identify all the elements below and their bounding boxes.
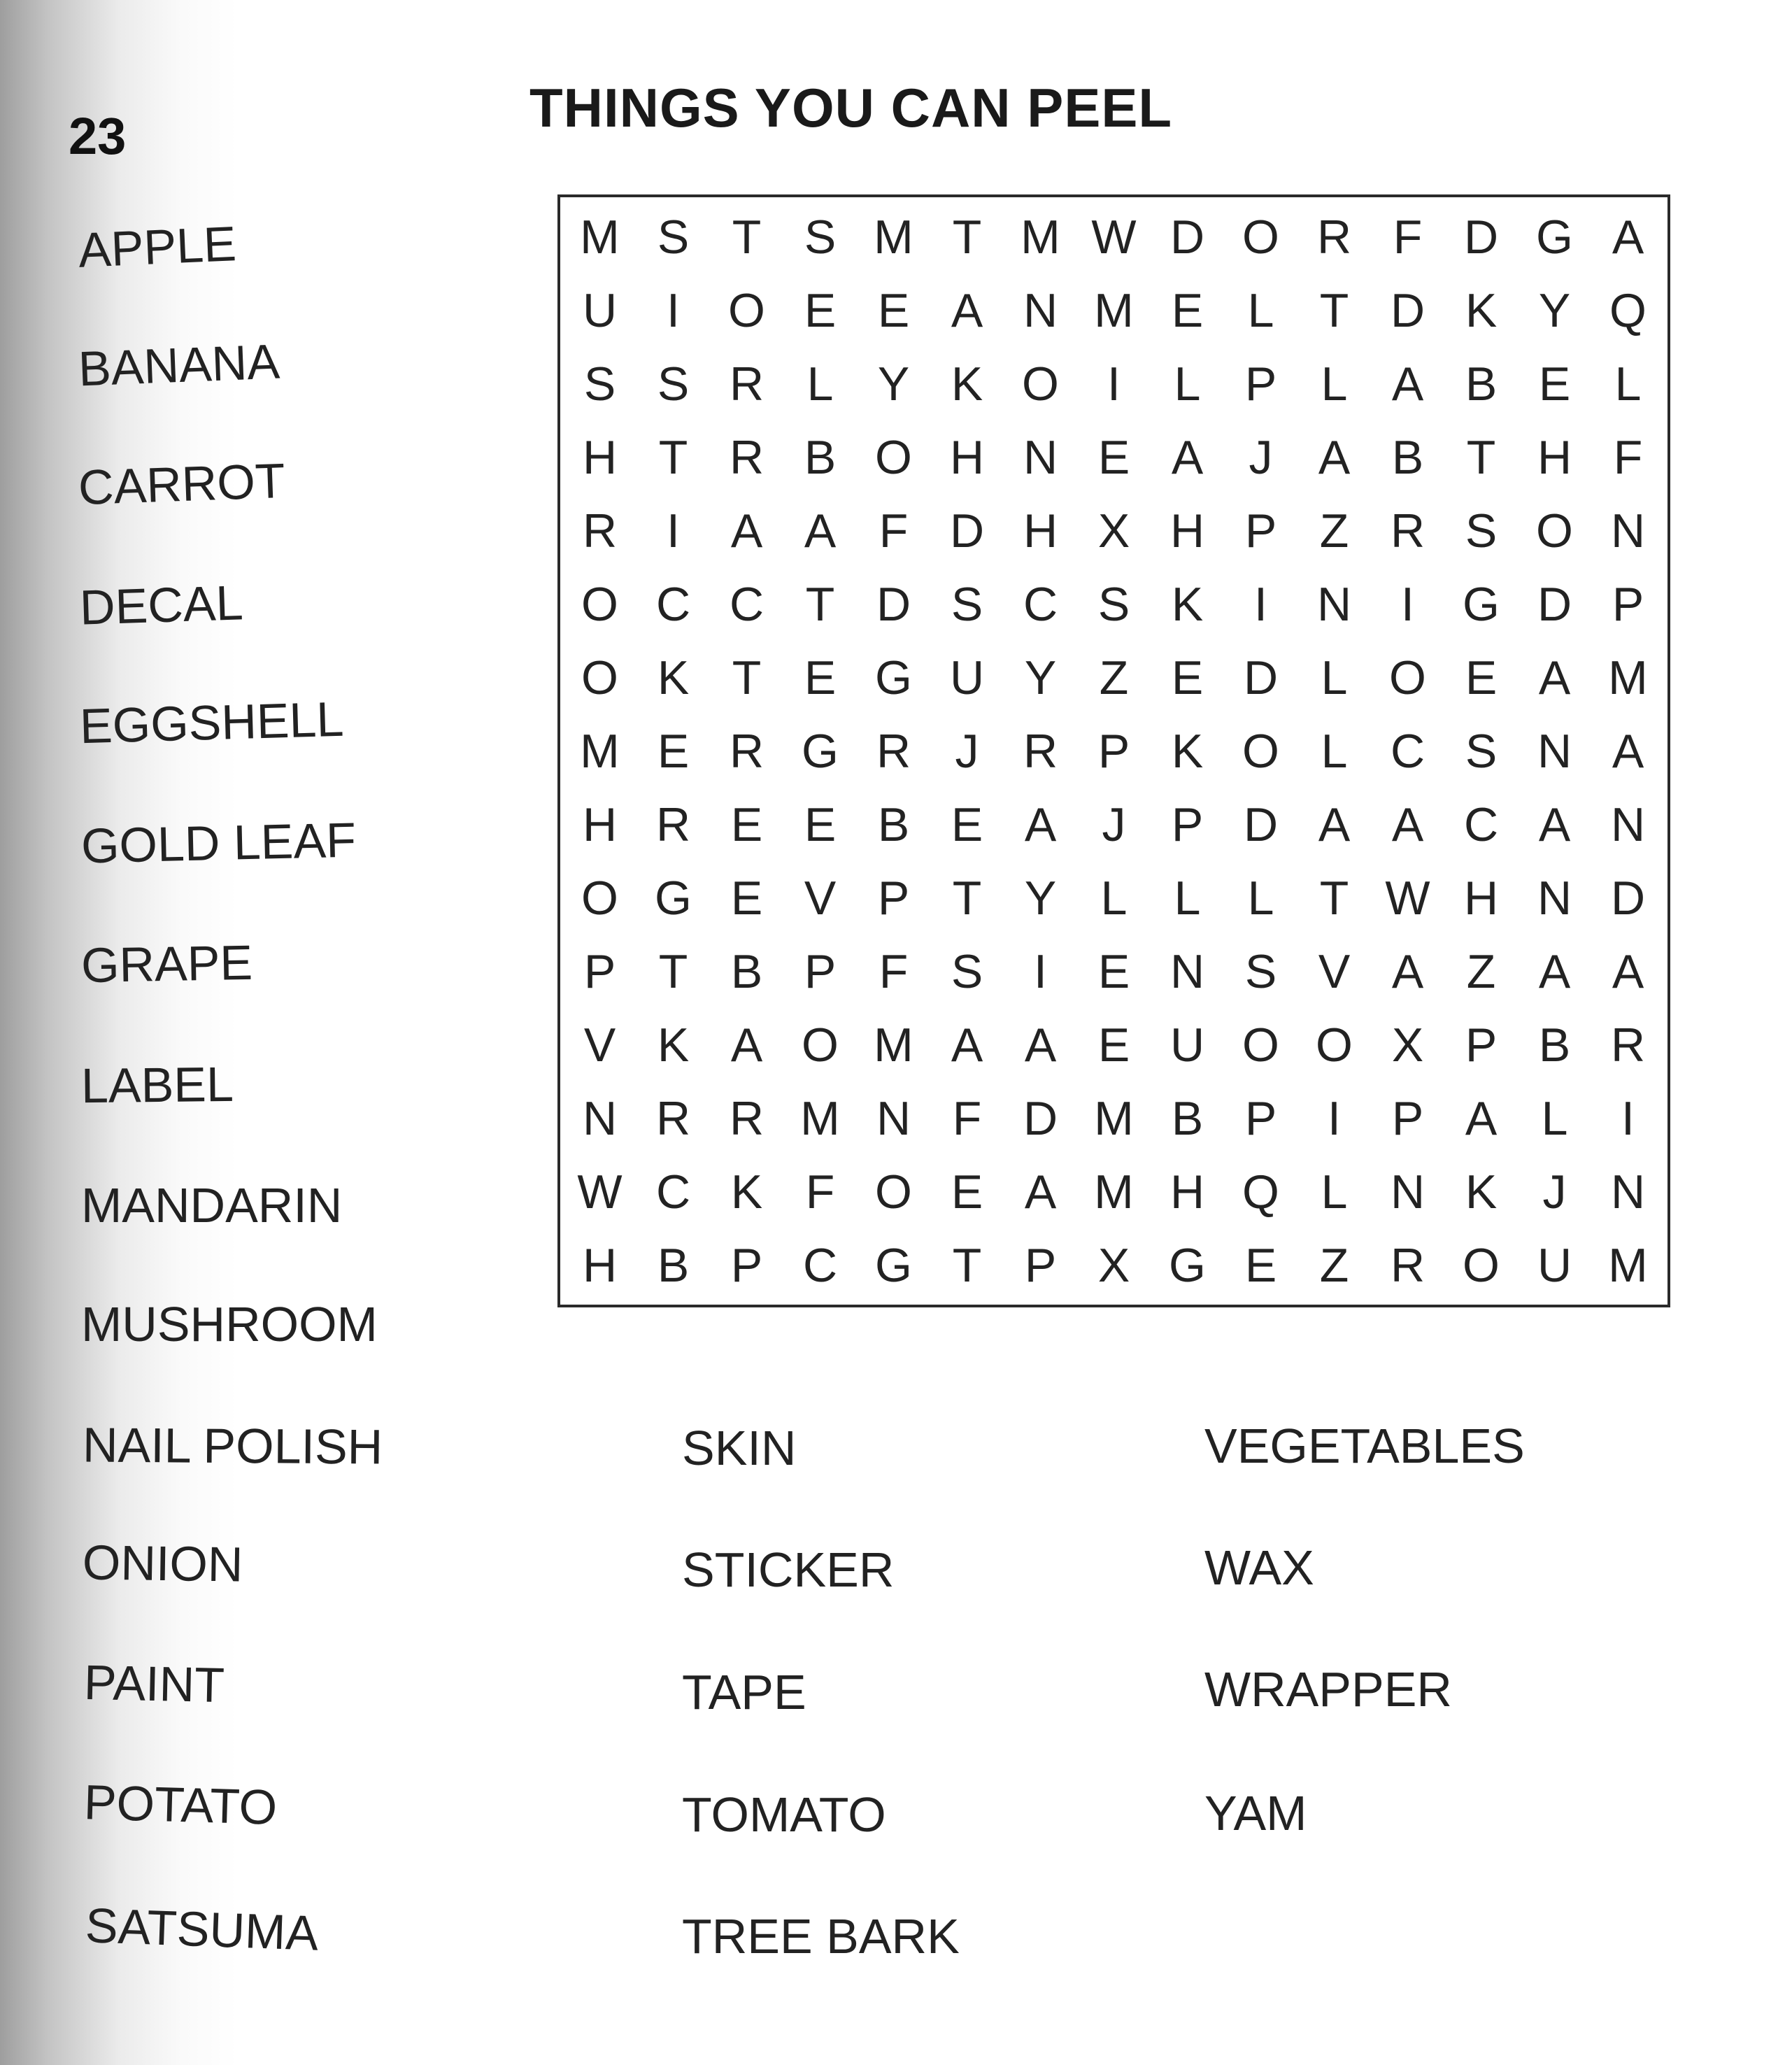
grid-letter: R [729, 357, 765, 411]
grid-letter: N [1610, 797, 1646, 851]
word-list-item: TOMATO [682, 1787, 886, 1842]
grid-letter: J [1249, 430, 1273, 484]
grid-letter: O [1389, 651, 1426, 704]
word-list-item: WAX [1204, 1540, 1314, 1595]
word-list-item: TREE BARK [682, 1909, 960, 1964]
letter-grid [563, 200, 1665, 1302]
grid-letter: M [1608, 651, 1648, 704]
grid-letter: N [876, 1091, 911, 1145]
grid-letter: B [877, 797, 910, 851]
grid-letter: N [1023, 283, 1058, 337]
grid-letter: E [804, 651, 837, 704]
grid-letter: E [1538, 357, 1571, 411]
word-list-item: NAIL POLISH [82, 1417, 383, 1475]
grid-letter: O [875, 430, 912, 484]
grid-letter: D [1243, 651, 1279, 704]
grid-letter: D [1390, 283, 1425, 337]
grid-letter: R [655, 797, 691, 851]
grid-letter: T [732, 210, 762, 264]
grid-letter: X [1097, 504, 1130, 558]
grid-letter: L [1174, 357, 1201, 411]
grid-letter: V [1318, 944, 1351, 998]
grid-letter: A [1538, 944, 1571, 998]
grid-letter: N [582, 1091, 618, 1145]
grid-letter: A [1612, 210, 1644, 264]
grid-letter: S [1244, 944, 1277, 998]
word-list-item: BANANA [77, 334, 281, 397]
grid-letter: F [805, 1165, 835, 1219]
grid-letter: T [805, 577, 835, 631]
grid-letter: U [1537, 1238, 1572, 1292]
grid-letter: S [1465, 724, 1498, 778]
grid-letter: A [1391, 357, 1424, 411]
grid-letter: A [730, 1018, 763, 1072]
grid-letter: C [729, 577, 765, 631]
grid-letter: T [952, 210, 982, 264]
grid-letter: A [1171, 430, 1204, 484]
grid-letter: P [1391, 1091, 1424, 1145]
word-list-item: VEGETABLES [1204, 1419, 1525, 1473]
grid-letter: M [1094, 1091, 1134, 1145]
grid-letter: A [1538, 651, 1571, 704]
grid-letter: P [583, 944, 616, 998]
grid-letter: V [583, 1018, 616, 1072]
grid-letter: J [1102, 797, 1126, 851]
grid-letter: O [1242, 210, 1279, 264]
grid-letter: Y [877, 357, 910, 411]
word-list-item: STICKER [682, 1542, 895, 1597]
grid-letter: N [1390, 1165, 1425, 1219]
page-number: 23 [69, 107, 127, 165]
grid-letter: H [1023, 504, 1058, 558]
grid-letter: Y [1538, 283, 1571, 337]
grid-letter: C [1023, 577, 1058, 631]
grid-letter: W [1385, 871, 1430, 925]
grid-letter: O [1536, 504, 1573, 558]
grid-letter: E [1097, 430, 1130, 484]
grid-letter: O [1242, 724, 1279, 778]
grid-letter: P [1097, 724, 1130, 778]
word-list-item: LABEL [80, 1056, 234, 1114]
grid-letter: R [655, 1091, 691, 1145]
grid-letter: C [802, 1238, 838, 1292]
grid-letter: G [655, 871, 692, 925]
grid-letter: B [657, 1238, 690, 1292]
grid-letter: E [1097, 1018, 1130, 1072]
grid-letter: D [1243, 797, 1279, 851]
grid-letter: F [879, 504, 909, 558]
grid-letter: D [949, 504, 985, 558]
grid-letter: I [667, 283, 680, 337]
grid-letter: I [1328, 1091, 1341, 1145]
grid-letter: T [658, 944, 688, 998]
grid-letter: S [804, 210, 837, 264]
grid-letter: A [1024, 797, 1057, 851]
grid-letter: L [1321, 651, 1348, 704]
grid-letter: R [1390, 1238, 1425, 1292]
grid-letter: H [949, 430, 985, 484]
grid-letter: A [1538, 797, 1571, 851]
grid-letter: L [1541, 1091, 1568, 1145]
grid-letter: B [1538, 1018, 1571, 1072]
grid-letter: H [582, 1238, 618, 1292]
grid-letter: O [802, 1018, 839, 1072]
grid-letter: K [1465, 1165, 1498, 1219]
grid-letter: M [800, 1091, 840, 1145]
word-list-item: MUSHROOM [81, 1297, 378, 1351]
grid-letter: E [804, 797, 837, 851]
word-list-item: CARROT [77, 453, 286, 516]
grid-letter: U [582, 283, 618, 337]
grid-letter: P [804, 944, 837, 998]
grid-letter: O [1316, 1018, 1353, 1072]
grid-letter: L [1174, 871, 1201, 925]
grid-letter: C [1463, 797, 1499, 851]
word-list-item: WRAPPER [1204, 1662, 1452, 1717]
word-list-item: ONION [82, 1535, 243, 1592]
grid-letter: L [1247, 871, 1274, 925]
grid-letter: M [874, 210, 913, 264]
grid-letter: M [1021, 210, 1060, 264]
grid-letter: N [1537, 871, 1572, 925]
word-list-item: APPLE [77, 216, 238, 278]
grid-letter: Q [1242, 1165, 1279, 1219]
grid-letter: G [875, 1238, 912, 1292]
grid-letter: H [1537, 430, 1572, 484]
grid-letter: V [804, 871, 837, 925]
grid-letter: U [1169, 1018, 1205, 1072]
grid-letter: I [1034, 944, 1047, 998]
word-list-item: POTATO [83, 1775, 278, 1835]
grid-letter: G [875, 651, 912, 704]
word-list-item: MANDARIN [81, 1178, 343, 1233]
grid-letter: P [877, 871, 910, 925]
word-list-item: GRAPE [80, 935, 253, 993]
grid-letter: L [1614, 357, 1642, 411]
grid-letter: R [876, 724, 911, 778]
grid-letter: S [657, 357, 690, 411]
grid-letter: C [1390, 724, 1425, 778]
grid-letter: R [729, 430, 765, 484]
grid-letter: O [1022, 357, 1059, 411]
grid-letter: K [1465, 283, 1498, 337]
grid-letter: E [657, 724, 690, 778]
grid-letter: W [1091, 210, 1137, 264]
grid-letter: I [1254, 577, 1267, 631]
grid-letter: O [1242, 1018, 1279, 1072]
grid-letter: P [1244, 1091, 1277, 1145]
grid-letter: L [1321, 1165, 1348, 1219]
grid-letter: O [581, 651, 618, 704]
grid-letter: A [1465, 1091, 1498, 1145]
grid-letter: P [1171, 797, 1204, 851]
grid-letter: A [951, 1018, 983, 1072]
grid-letter: E [951, 797, 983, 851]
grid-letter: R [729, 724, 765, 778]
grid-letter: B [1391, 430, 1424, 484]
grid-letter: Y [1024, 871, 1057, 925]
grid-letter: U [949, 651, 985, 704]
grid-letter: M [1608, 1238, 1648, 1292]
grid-letter: L [1247, 283, 1274, 337]
grid-letter: R [1610, 1018, 1646, 1072]
grid-letter: N [1537, 724, 1572, 778]
grid-letter: H [582, 797, 618, 851]
page-title: THINGS YOU CAN PEEL [529, 77, 1173, 139]
word-list-item: DECAL [78, 575, 244, 635]
grid-letter: S [1097, 577, 1130, 631]
grid-letter: F [879, 944, 909, 998]
grid-letter: Z [1466, 944, 1496, 998]
grid-letter: E [951, 1165, 983, 1219]
grid-letter: A [1391, 944, 1424, 998]
grid-letter: M [580, 210, 620, 264]
grid-letter: A [951, 283, 983, 337]
grid-letter: W [577, 1165, 623, 1219]
grid-letter: L [1321, 724, 1348, 778]
grid-letter: Z [1319, 504, 1349, 558]
grid-letter: R [582, 504, 618, 558]
grid-letter: D [1169, 210, 1205, 264]
grid-letter: A [1391, 797, 1424, 851]
grid-letter: I [1401, 577, 1414, 631]
grid-letter: N [1023, 430, 1058, 484]
grid-letter: D [1610, 871, 1646, 925]
grid-letter: A [1024, 1018, 1057, 1072]
grid-letter: L [1100, 871, 1128, 925]
grid-letter: K [730, 1165, 763, 1219]
grid-letter: S [1465, 504, 1498, 558]
grid-letter: O [581, 577, 618, 631]
grid-letter: S [951, 577, 983, 631]
grid-letter: S [583, 357, 616, 411]
grid-letter: Q [1609, 283, 1647, 337]
grid-letter: O [1463, 1238, 1500, 1292]
grid-letter: R [1316, 210, 1352, 264]
grid-letter: A [804, 504, 837, 558]
grid-letter: M [1094, 283, 1134, 337]
grid-letter: K [657, 1018, 690, 1072]
grid-letter: B [1171, 1091, 1204, 1145]
grid-letter: D [1023, 1091, 1058, 1145]
grid-letter: B [804, 430, 837, 484]
grid-letter: J [955, 724, 979, 778]
grid-letter: P [1244, 357, 1277, 411]
word-list-item: GOLD LEAF [80, 812, 357, 874]
grid-letter: I [667, 504, 680, 558]
grid-letter: L [806, 357, 834, 411]
grid-letter: E [804, 283, 837, 337]
word-list-item: PAINT [83, 1654, 225, 1713]
grid-letter: A [1318, 430, 1351, 484]
grid-letter: R [1390, 504, 1425, 558]
grid-letter: K [657, 651, 690, 704]
grid-letter: D [1463, 210, 1499, 264]
grid-letter: X [1097, 1238, 1130, 1292]
grid-letter: E [1465, 651, 1498, 704]
grid-letter: P [1465, 1018, 1498, 1072]
grid-letter: D [876, 577, 911, 631]
grid-letter: E [877, 283, 910, 337]
grid-letter: B [1465, 357, 1498, 411]
grid-letter: C [655, 577, 691, 631]
grid-letter: M [580, 724, 620, 778]
grid-letter: N [1610, 504, 1646, 558]
grid-letter: P [1612, 577, 1644, 631]
grid-letter: I [1107, 357, 1121, 411]
grid-letter: A [1024, 1165, 1057, 1219]
grid-letter: I [1621, 1091, 1635, 1145]
word-list-item: SKIN [682, 1421, 797, 1475]
grid-letter: T [732, 651, 762, 704]
grid-letter: H [1169, 504, 1205, 558]
grid-letter: G [1536, 210, 1573, 264]
grid-letter: J [1542, 1165, 1567, 1219]
grid-letter: P [730, 1238, 763, 1292]
grid-letter: T [1319, 283, 1349, 337]
grid-letter: E [1171, 283, 1204, 337]
grid-letter: T [952, 1238, 982, 1292]
grid-letter: E [730, 871, 763, 925]
grid-letter: K [951, 357, 983, 411]
grid-letter: E [1171, 651, 1204, 704]
word-list-item: YAM [1204, 1786, 1307, 1840]
grid-letter: M [874, 1018, 913, 1072]
grid-letter: R [729, 1091, 765, 1145]
grid-letter: A [1612, 724, 1644, 778]
grid-letter: G [1463, 577, 1500, 631]
grid-letter: G [1169, 1238, 1206, 1292]
grid-letter: K [1171, 724, 1204, 778]
grid-letter: K [1171, 577, 1204, 631]
grid-letter: H [1169, 1165, 1205, 1219]
grid-letter: F [952, 1091, 982, 1145]
grid-letter: T [952, 871, 982, 925]
grid-letter: A [1318, 797, 1351, 851]
grid-letter: E [1097, 944, 1130, 998]
grid-letter: F [1613, 430, 1643, 484]
grid-letter: N [1610, 1165, 1646, 1219]
grid-letter: N [1316, 577, 1352, 631]
grid-letter: A [1612, 944, 1644, 998]
grid-letter: H [582, 430, 618, 484]
grid-letter: Z [1319, 1238, 1349, 1292]
grid-letter: S [951, 944, 983, 998]
grid-letter: E [730, 797, 763, 851]
grid-letter: S [657, 210, 690, 264]
grid-letter: O [728, 283, 765, 337]
grid-letter: T [1466, 430, 1496, 484]
word-list-item: SATSUMA [84, 1898, 320, 1961]
word-list-item: EGGSHELL [78, 691, 345, 754]
grid-letter: A [730, 504, 763, 558]
grid-letter: Y [1024, 651, 1057, 704]
grid-letter: B [730, 944, 763, 998]
grid-letter: O [875, 1165, 912, 1219]
grid-letter: M [1094, 1165, 1134, 1219]
grid-letter: G [802, 724, 839, 778]
grid-letter: H [1463, 871, 1499, 925]
grid-letter: P [1244, 504, 1277, 558]
grid-letter: F [1393, 210, 1423, 264]
word-list-item: TAPE [682, 1665, 806, 1719]
grid-letter: T [658, 430, 688, 484]
grid-letter: N [1169, 944, 1205, 998]
grid-letter: T [1319, 871, 1349, 925]
grid-letter: L [1321, 357, 1348, 411]
grid-letter: D [1537, 577, 1572, 631]
grid-letter: Z [1099, 651, 1129, 704]
grid-letter: O [581, 871, 618, 925]
grid-letter: P [1024, 1238, 1057, 1292]
grid-letter: E [1244, 1238, 1277, 1292]
grid-letter: C [655, 1165, 691, 1219]
grid-letter: X [1391, 1018, 1424, 1072]
grid-letter: R [1023, 724, 1058, 778]
